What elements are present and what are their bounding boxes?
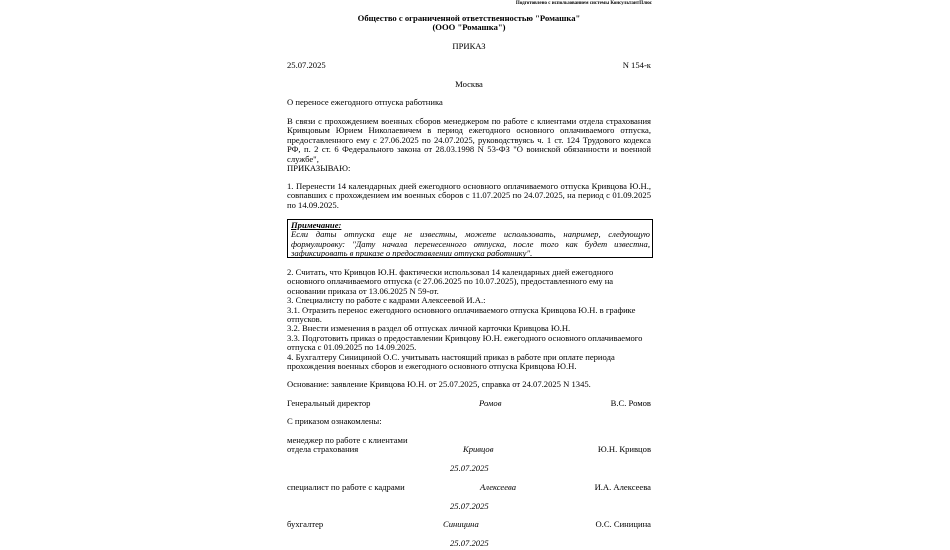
signer-1-title-line1: менеджер по работе с клиентами (287, 435, 408, 445)
order-item: 2. Считать, что Кривцов Ю.Н. фактически использовал 14 календарных дней ежегодного основного оплачиваемого отпуска (с 27.06.2025 по 10.07.2025), предоставленного ему на основании приказа от 13.06.2025 N 59-от. (287, 267, 614, 296)
signer-2-name: И.А. Алексеева (594, 482, 651, 492)
signer-1-name: Ю.Н. Кривцов (597, 444, 651, 454)
org-short-name: (ООО "Ромашка") (432, 22, 506, 32)
order-item: 3.2. Внести изменения в раздел об отпусках личной карточки Кривцова Ю.Н. (287, 323, 571, 334)
order-item-1: 1. Перенести 14 календарных дней ежегодного основного оплачиваемого отпуска Кривцова Ю.Н., совпавших с прохождением им военных сборов с 11.07.2025 по 24.07.2025, на период с 01.09.2025 по 14.09.2025. (287, 181, 651, 210)
order-item: 3.3. Подготовить приказ о предоставлении Кривцову Ю.Н. ежегодного основного оплачиваемого отпуска с 01.09.2025 по 14.09.2025. (287, 332, 643, 353)
note-text: Если даты отпуска еще не известны, можете использовать, например, следующую формулировку: "Дату начала перенесенного отпуска, после того как будет известна, зафиксировать в приказе о предоставлении отпуска работнику". (291, 229, 650, 259)
signer-3-signature: Синицина (443, 519, 479, 529)
order-date: 25.07.2025 (287, 60, 326, 70)
acquainted-label: С приказом ознакомлены: (287, 416, 382, 426)
director-signature: Ромов (479, 398, 502, 408)
signer-2-title: специалист по работе с кадрами (287, 482, 405, 492)
signer-1-date: 25.07.2025 (450, 463, 489, 473)
signer-1-title-line2: отдела страхования (287, 444, 359, 454)
note-title: Примечание: (291, 220, 342, 230)
order-items-list (287, 268, 651, 371)
order-item: 3. Специалисту по работе с кадрами Алексеевой И.А.: (287, 295, 486, 306)
signer-3-title: бухгалтер (287, 519, 324, 529)
signer-2-signature: Алексеева (480, 482, 517, 492)
order-word: ПРИКАЗЫВАЮ: (287, 163, 351, 173)
note-box (287, 219, 653, 258)
city: Москва (455, 79, 483, 89)
basis: Основание: заявление Кривцова Ю.Н. от 25.07.2025, справка от 24.07.2025 N 1345. (287, 379, 591, 389)
org-name: Общество с ограниченной ответственностью "Ромашка" (357, 13, 581, 23)
order-item: 3.1. Отразить перенос ежегодного основного оплачиваемого отпуска Кривцова Ю.Н. в графике отпусков. (287, 304, 636, 325)
signer-2-date: 25.07.2025 (450, 501, 489, 511)
header-note: Подготовлено с использованием системы КонсультантПлюс (515, 1, 652, 6)
preamble: В связи с прохождением военных сборов менеджером по работе с клиентами отдела страхования Кривцовым Юрием Николаевичем в период ежегодного основного оплачиваемого отпуска, предоставленного ему с 27.06.2025 по 24.07.2025, руководствуясь ч. 1 ст. 124 Трудового кодекса РФ, п. 2 ст. 6 Федерального закона от 28.03.1998 N 53-ФЗ "О воинской обязанности и военной службе", (287, 116, 651, 164)
doc-type: ПРИКАЗ (452, 41, 486, 51)
signer-3-name: О.С. Синицина (595, 519, 651, 529)
order-number: N 154-к (622, 60, 651, 70)
signer-1-signature: Кривцов (463, 444, 494, 454)
signer-3-date: 25.07.2025 (450, 538, 489, 548)
director-name: В.С. Ромов (610, 398, 651, 408)
order-subject: О переносе ежегодного отпуска работника (287, 97, 443, 107)
order-item: 4. Бухгалтеру Синициной О.С. учитывать настоящий приказ в работе при оплате периода прохождения военных сборов и ежегодного основного отпуска Кривцова Ю.Н. (287, 351, 615, 372)
director-title: Генеральный директор (287, 398, 371, 408)
